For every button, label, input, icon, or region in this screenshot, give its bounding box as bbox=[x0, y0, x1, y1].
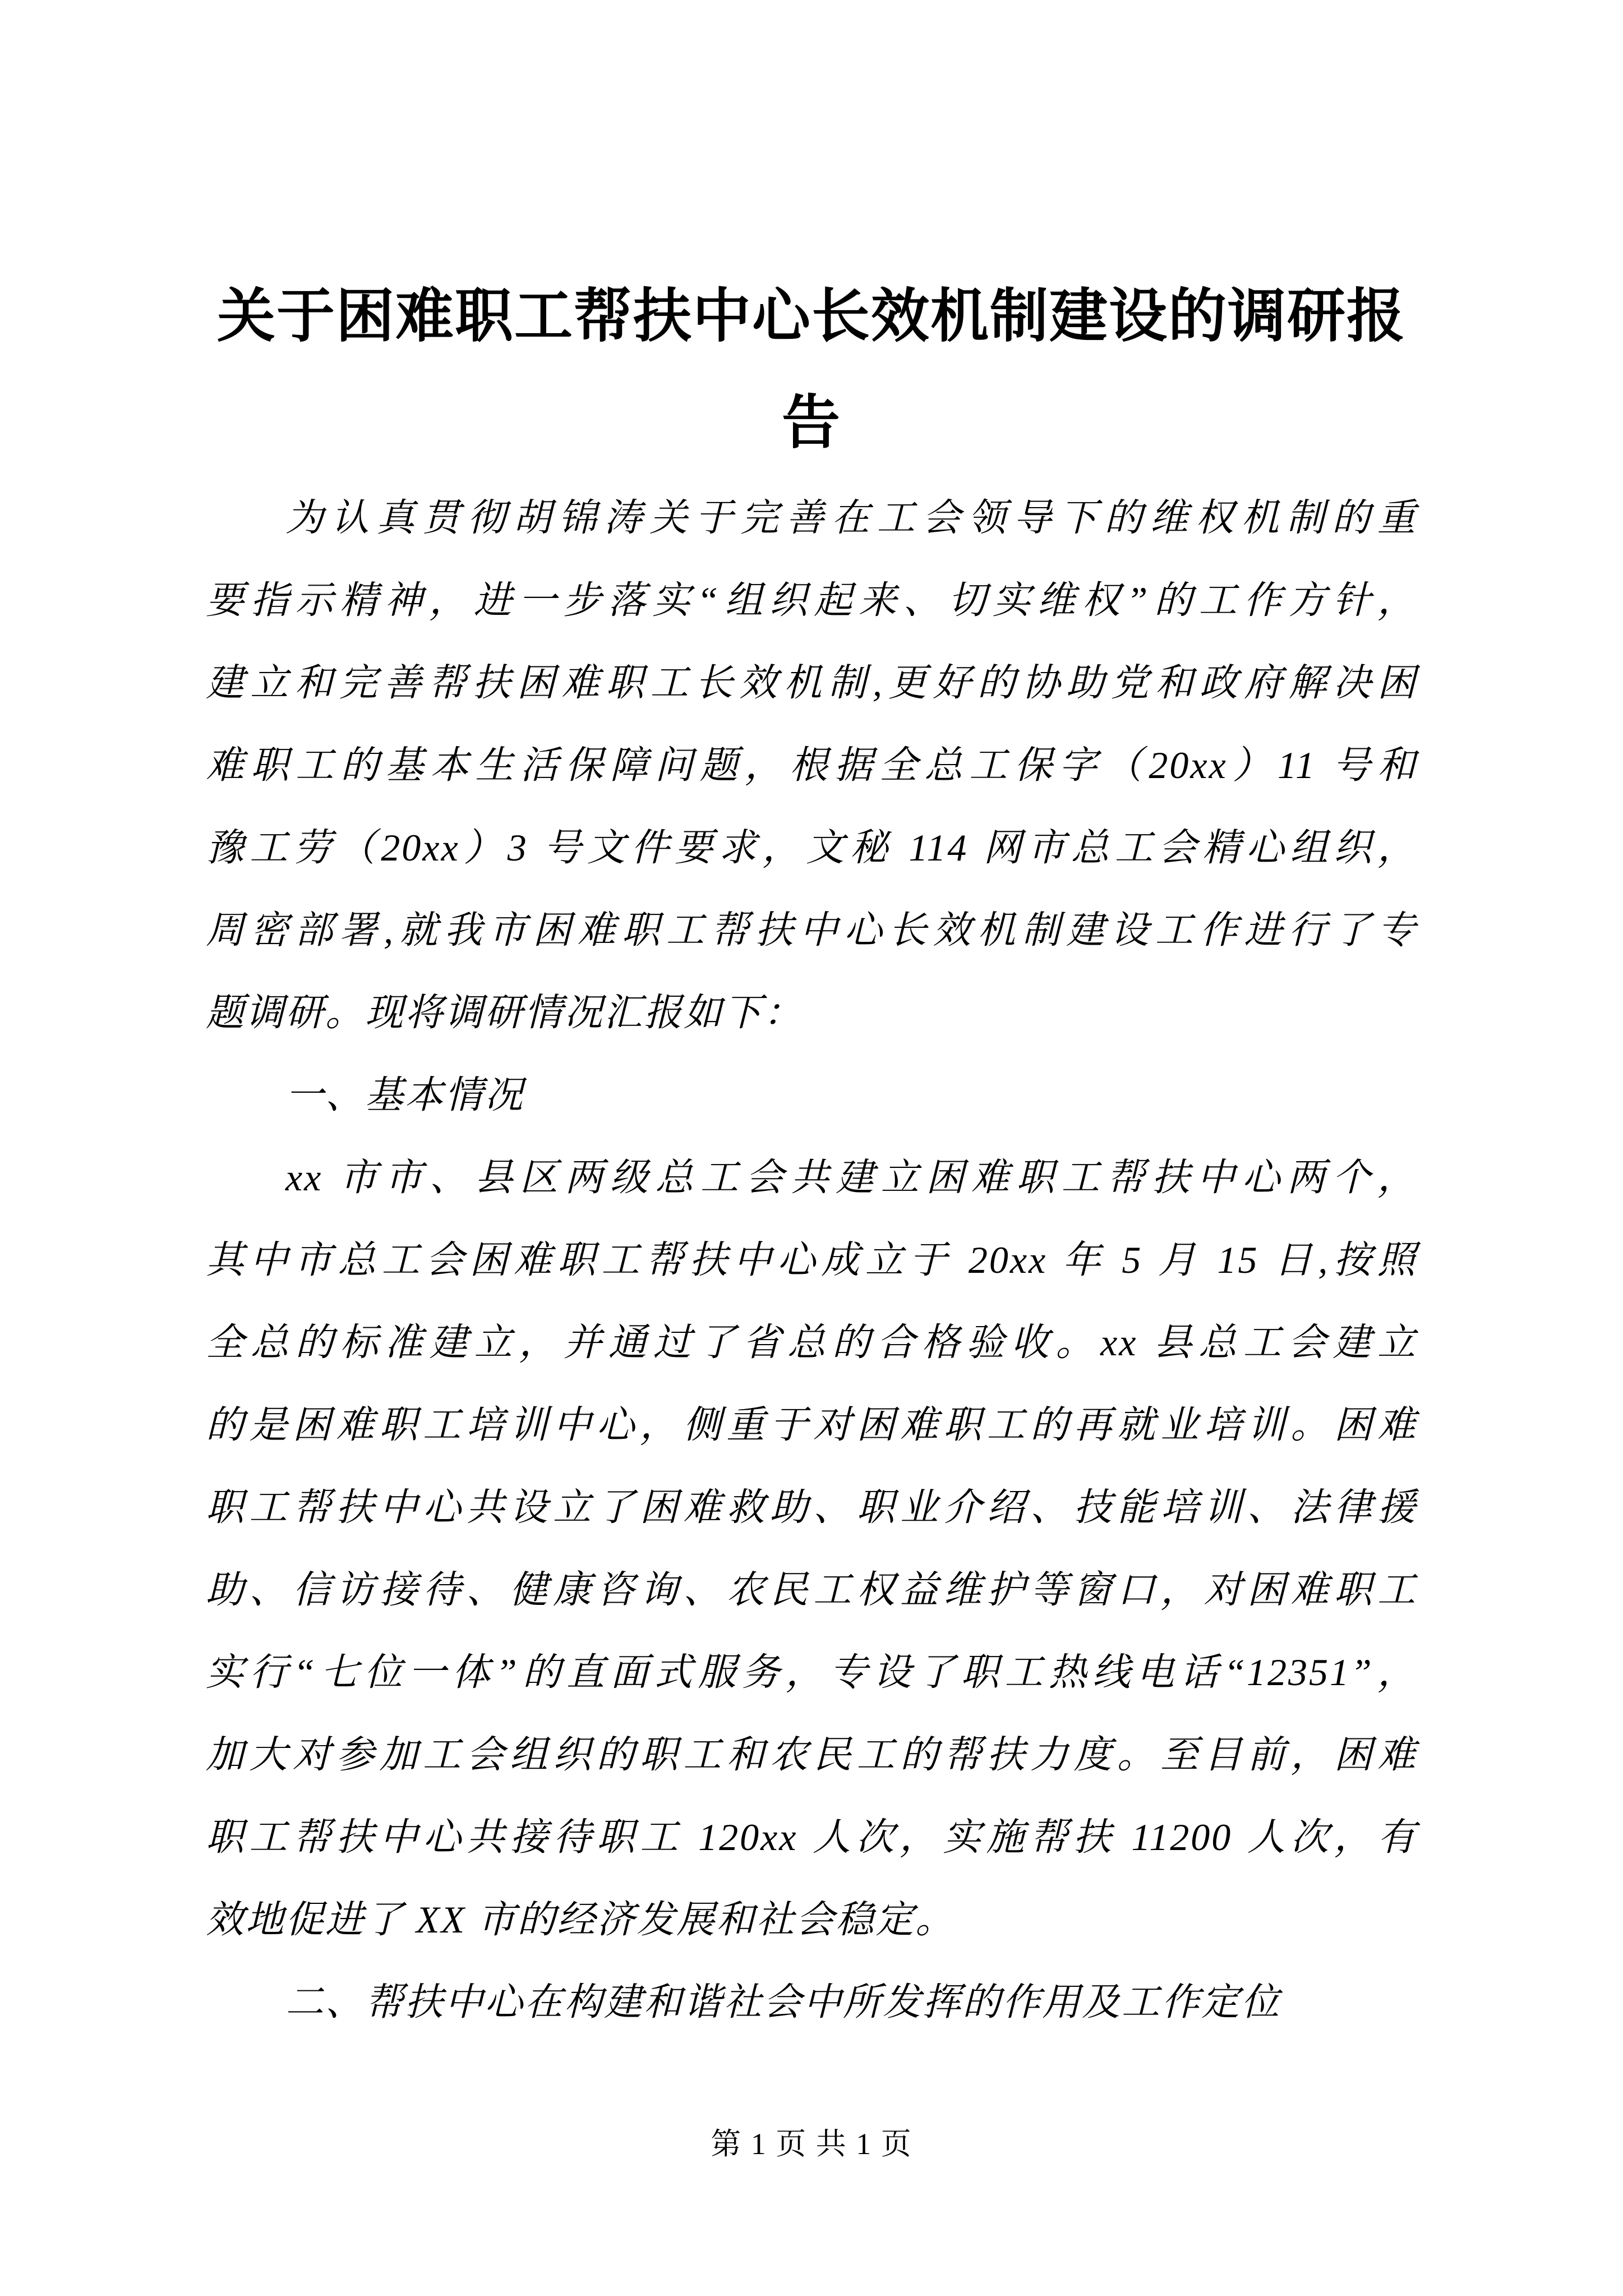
body-line: 二、帮扶中心在构建和谐社会中所发挥的作用及工作定位 bbox=[285, 1981, 1281, 2023]
body-line: 建立和完善帮扶困难职工长效机制,更好的协助党和政府解决困 bbox=[206, 661, 1417, 704]
body-line: 的是困难职工培训中心，侧重于对困难职工的再就业培训。困难 bbox=[206, 1404, 1417, 1446]
body-line: 其中市总工会困难职工帮扶中心成立于 20xx 年 5 月 15 日,按照 bbox=[206, 1239, 1417, 1281]
body-line: 题调研。现将调研情况汇报如下： bbox=[206, 991, 804, 1034]
body-line: 周密部署,就我市困难职工帮扶中心长效机制建设工作进行了专 bbox=[206, 909, 1417, 951]
body-line: 实行“七位一体”的直面式服务，专设了职工热线电话“12351”， bbox=[206, 1651, 1417, 1694]
title-line-1: 关于困难职工帮扶中心长效机制建设的调研报 bbox=[216, 284, 1406, 349]
page-footer: 第 1 页 共 1 页 bbox=[711, 2127, 912, 2161]
body-line: 全总的标准建立，并通过了省总的合格验收。xx 县总工会建立 bbox=[206, 1321, 1417, 1364]
body-line: 为认真贯彻胡锦涛关于完善在工会领导下的维权机制的重 bbox=[285, 496, 1417, 539]
body-line: 一、基本情况 bbox=[285, 1074, 525, 1116]
title-line-2: 告 bbox=[781, 391, 841, 455]
body-line: 职工帮扶中心共设立了困难救助、职业介绍、技能培训、法律援 bbox=[206, 1486, 1417, 1529]
body-line: 豫工劳（20xx）3 号文件要求，文秘 114 网市总工会精心组织， bbox=[206, 826, 1417, 869]
body-line: 加大对参加工会组织的职工和农民工的帮扶力度。至目前，困难 bbox=[206, 1733, 1417, 1776]
body-line: 职工帮扶中心共接待职工 120xx 人次，实施帮扶 11200 人次，有 bbox=[206, 1816, 1417, 1858]
body-line: 效地促进了 XX 市的经济发展和社会稳定。 bbox=[206, 1898, 956, 1941]
body-line: 要指示精神，进一步落实“组织起来、切实维权”的工作方针， bbox=[206, 579, 1417, 622]
body-line: 助、信访接待、健康咨询、农民工权益维护等窗口，对困难职工 bbox=[206, 1568, 1417, 1611]
body-line: xx 市市、县区两级总工会共建立困难职工帮扶中心两个， bbox=[285, 1156, 1417, 1199]
document-body bbox=[206, 477, 1417, 2044]
document-title bbox=[206, 0, 1417, 477]
body-line: 难职工的基本生活保障问题，根据全总工保字（20xx）11 号和 bbox=[206, 744, 1417, 786]
